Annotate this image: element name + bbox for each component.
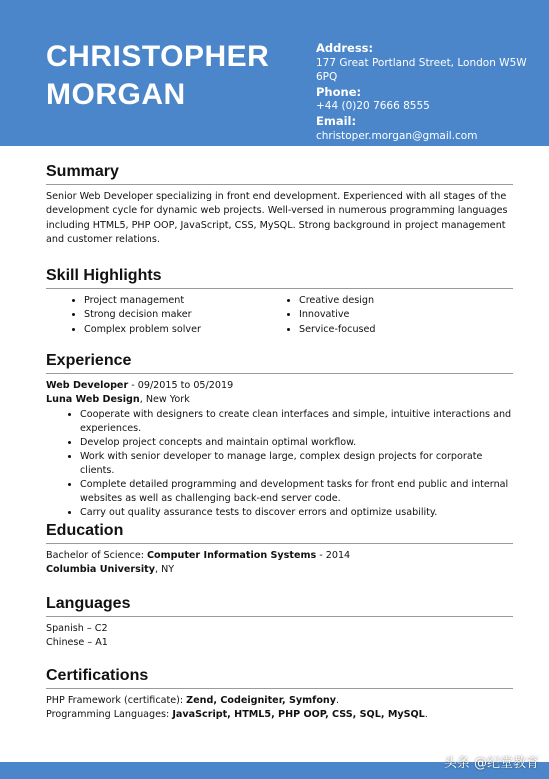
- name-line-last: MORGAN: [46, 78, 186, 111]
- degree-name: Computer Information Systems: [147, 550, 317, 561]
- skill-item: • Strong decision maker: [84, 308, 262, 322]
- skills-title: Skill Highlights: [46, 266, 513, 289]
- name-line-first: CHRISTOPHER: [46, 40, 270, 73]
- certification-suffix: .: [424, 709, 428, 721]
- education-title: Education: [46, 521, 513, 544]
- experience-section: [46, 351, 513, 520]
- certification-suffix: .: [336, 695, 340, 706]
- job-company-line: [46, 393, 513, 407]
- job-duty-item: • Cooperate with designers to create clean interfaces and simple, intuitive interactions and experiences.: [80, 408, 513, 436]
- job-location: , New York: [139, 394, 190, 406]
- certification-line: [46, 708, 513, 722]
- skill-item: • Innovative: [299, 308, 477, 322]
- job-duty-item: • Carry out quality assurance tests to discover errors and optimize usability.: [80, 506, 513, 520]
- job-role: Web Developer: [46, 380, 129, 391]
- certification-value: Zend, Codeigniter, Symfony: [186, 695, 337, 706]
- degree-year: - 2014: [316, 550, 351, 561]
- skills-list: [46, 294, 513, 337]
- experience-title: Experience: [46, 351, 513, 374]
- language-item: Spanish – C2: [46, 623, 108, 634]
- summary-title: Summary: [46, 162, 513, 185]
- job-company: Luna Web Design: [46, 394, 140, 406]
- summary-text: Senior Web Developer specializing in front end development. Experienced with all stages of the development cycle for dynamic web projects. Well-versed in numerous programming languages including HTML5, PHP OOP, JavaScript, CSS, MySQL. Strong background in project management and customer relations.: [46, 191, 508, 245]
- address-label: Address:: [316, 41, 374, 55]
- certifications-section: [46, 666, 513, 723]
- certification-value: JavaScript, HTML5, PHP OOP, CSS, SQL, MySQL: [172, 709, 425, 721]
- job-duty-item: • Develop project concepts and maintain optimal workflow.: [80, 436, 513, 450]
- phone-label: Phone:: [316, 84, 362, 99]
- certifications-title: Certifications: [46, 666, 513, 689]
- job-heading: [46, 379, 513, 393]
- school-name: Columbia University: [46, 564, 155, 576]
- certification-label: PHP Framework (certificate):: [46, 695, 187, 706]
- job-duty-item: • Complete detailed programming and development tasks for front end public and internal websites as well as challenging back-end server code.: [80, 478, 513, 506]
- language-item: Chinese – A1: [46, 637, 108, 649]
- school-location: , NY: [154, 564, 175, 576]
- skill-item: • Project management: [84, 294, 262, 308]
- certification-label: Programming Languages:: [46, 709, 173, 721]
- skill-item: • Complex problem solver: [84, 323, 262, 337]
- certification-line: [46, 694, 513, 708]
- education-section: [46, 521, 513, 578]
- email-value: christoper.morgan@gmail.com: [316, 129, 478, 142]
- degree-prefix: Bachelor of Science:: [46, 550, 148, 561]
- email-label: Email:: [316, 113, 357, 128]
- summary-section: [46, 162, 513, 247]
- languages-title: Languages: [46, 594, 513, 617]
- job-duties-list: [46, 408, 513, 520]
- skill-item: • Service-focused: [299, 323, 477, 337]
- phone-value: +44 (0)20 7666 8555: [316, 100, 430, 113]
- resume-header: [0, 0, 549, 146]
- watermark: 头条 @纪堂教育: [443, 756, 539, 771]
- languages-section: [46, 594, 513, 651]
- skill-item: • Creative design: [299, 294, 477, 308]
- skills-section: [46, 266, 513, 337]
- job-duty-item: • Work with senior developer to manage large, complex design projects for corporate clients.: [80, 450, 513, 478]
- candidate-name: [46, 38, 269, 114]
- address-value: 177 Great Portland Street, London W5W 6PQ: [316, 56, 527, 84]
- job-dates: - 09/2015 to 05/2019: [128, 380, 234, 391]
- contact-block: [316, 41, 549, 143]
- degree-line: [46, 549, 513, 563]
- skills-column-right: [262, 294, 477, 337]
- skills-column-left: [46, 294, 262, 337]
- school-line: [46, 563, 513, 577]
